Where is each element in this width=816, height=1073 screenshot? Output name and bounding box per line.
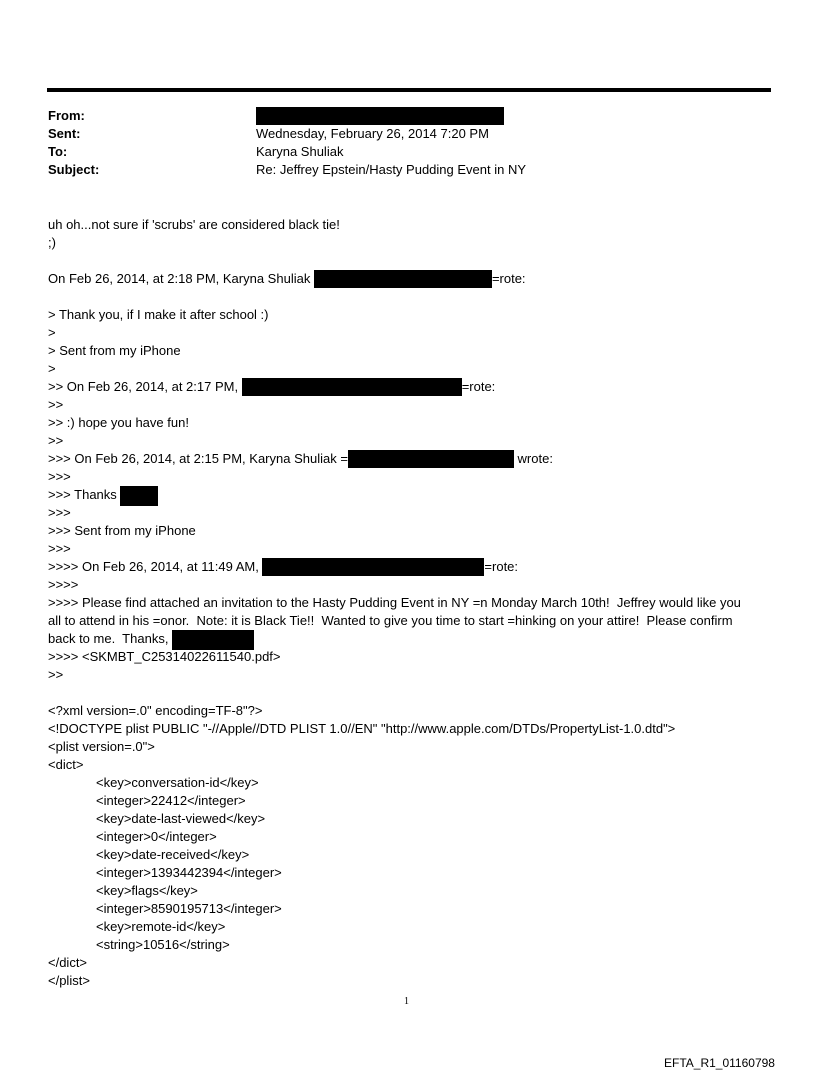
redaction-box [242, 378, 462, 396]
quote-line: all to attend in his =onor. Note: it is Black Tie!! Wanted to give you time to start =hinking on your attire! Please confirm [48, 613, 733, 628]
document-id: EFTA_R1_01160798 [664, 1056, 775, 1070]
quote-line: >>>> [48, 577, 79, 592]
quote-line: back to me. Thanks, [48, 630, 788, 648]
body-line: ;) [48, 235, 56, 250]
quote-line: > Sent from my iPhone [48, 343, 181, 358]
attachment-line: >>>> <SKMBT_C25314022611540.pdf> [48, 649, 281, 664]
body-line: uh oh...not sure if 'scrubs' are considered black tie! [48, 217, 340, 232]
quote-line: >> [48, 397, 64, 412]
quote-line: >> [48, 433, 64, 448]
plist-line: <!DOCTYPE plist PUBLIC "-//Apple//DTD PLIST 1.0//EN" "http://www.apple.com/DTDs/PropertyList-1.0.dtd"> [48, 721, 676, 736]
to-label: To: [48, 144, 68, 159]
plist-line: <integer>1393442394</integer> [96, 865, 282, 880]
from-value-redacted [256, 107, 504, 125]
quote-line: >>>> On Feb 26, 2014, at 11:49 AM, =rote: [48, 559, 519, 574]
quote-line: > [48, 361, 56, 376]
plist-line: <key>flags</key> [96, 883, 198, 898]
quote-line: >>> [48, 469, 71, 484]
plist-line: <integer>22412</integer> [96, 793, 246, 808]
subject-label: Subject: [48, 162, 100, 177]
plist-line: <?xml version=.0" encoding=TF-8"?> [48, 703, 263, 718]
plist-line: <integer>8590195713</integer> [96, 901, 282, 916]
plist-line: </dict> [48, 955, 88, 970]
quote-line: >> On Feb 26, 2014, at 2:17 PM, =rote: [48, 379, 496, 394]
page-number: 1 [404, 996, 409, 1007]
quote-line: >>> On Feb 26, 2014, at 2:15 PM, Karyna Shuliak = wrote: [48, 451, 553, 466]
sent-label: Sent: [48, 126, 81, 141]
redaction-box [256, 107, 504, 125]
quote-line: >>> [48, 505, 71, 520]
quote-line: > [48, 325, 56, 340]
sent-value: Wednesday, February 26, 2014 7:20 PM [256, 126, 489, 141]
plist-line: <plist version=.0"> [48, 739, 155, 754]
plist-line: <integer>0</integer> [96, 829, 217, 844]
plist-line: <dict> [48, 757, 84, 772]
plist-line: </plist> [48, 973, 90, 988]
quote-line: >>> Sent from my iPhone [48, 523, 196, 538]
quote-line: > Thank you, if I make it after school :) [48, 307, 269, 322]
from-label: From: [48, 108, 85, 123]
to-value: Karyna Shuliak [256, 144, 344, 159]
redaction-box [348, 450, 514, 468]
redaction-box [120, 486, 158, 506]
quote-line: On Feb 26, 2014, at 2:18 PM, Karyna Shuliak =rote: [48, 271, 526, 286]
email-body [48, 216, 788, 990]
redaction-box [314, 270, 492, 288]
quote-line: >> [48, 667, 64, 682]
plist-line: <string>10516</string> [96, 937, 230, 952]
quote-line: >>> Thanks [48, 486, 788, 504]
header-divider [47, 88, 771, 92]
plist-line: <key>date-last-viewed</key> [96, 811, 266, 826]
plist-line: <key>date-received</key> [96, 847, 250, 862]
quote-line: >>>> Please find attached an invitation to the Hasty Pudding Event in NY =n Monday March 10th! Jeffrey would like you [48, 595, 741, 610]
quote-line: >> :) hope you have fun! [48, 415, 189, 430]
subject-value: Re: Jeffrey Epstein/Hasty Pudding Event in NY [256, 162, 527, 177]
plist-line: <key>conversation-id</key> [96, 775, 259, 790]
redaction-box [262, 558, 484, 576]
quote-line: >>> [48, 541, 71, 556]
redaction-box [172, 630, 254, 650]
plist-line: <key>remote-id</key> [96, 919, 226, 934]
